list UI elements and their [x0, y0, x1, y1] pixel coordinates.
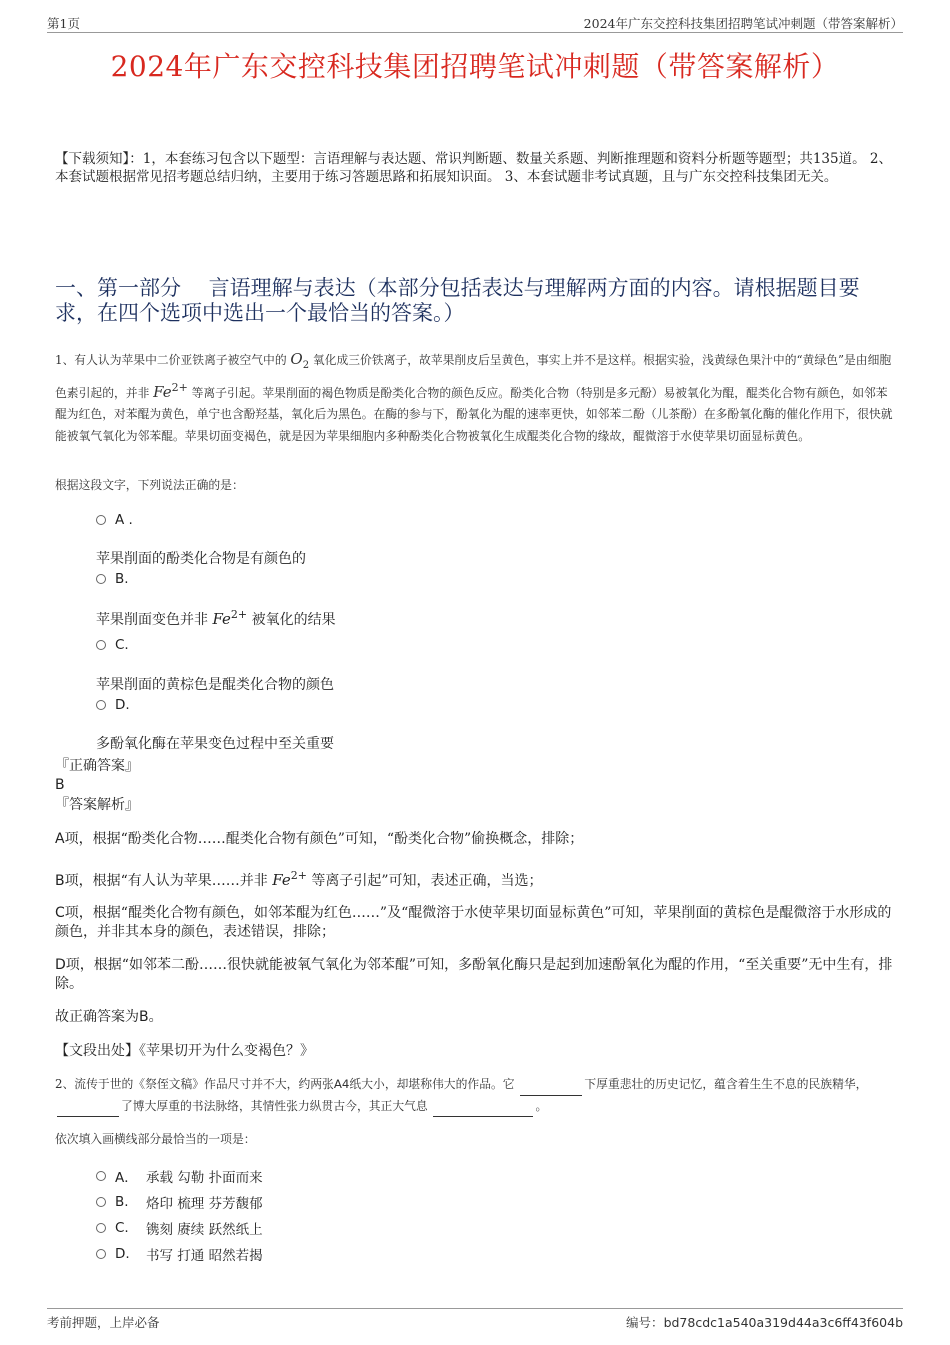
- passage-source: 【文段出处】《苹果切开为什么变褐色？》: [55, 1043, 314, 1059]
- question-1-prompt: 根据这段文字，下列说法正确的是：: [55, 478, 244, 492]
- fe-ion-formula: $Fe^{2+}$: [272, 869, 307, 889]
- option-text: 烙印 梳理 芬芳馥郁: [146, 1196, 263, 1212]
- q1-option-c[interactable]: [96, 637, 129, 653]
- question-2-prompt: 依次填入画横线部分最恰当的一项是：: [55, 1132, 256, 1146]
- page-title: 2024年广东交控科技集团招聘笔试冲刺题（带答案解析）: [110, 50, 840, 83]
- radio-icon[interactable]: [96, 1223, 106, 1233]
- option-label: B.: [115, 1194, 129, 1210]
- footer-slogan: 考前押题，上岸必备: [47, 1315, 160, 1330]
- radio-icon[interactable]: [96, 1249, 106, 1259]
- download-notice: 【下载须知】：1，本套练习包含以下题型：言语理解与表达题、常识判断题、数量关系题、判断推理题和资料分析题等题型；共135道。 2、本套试题根据常见招考题总结归纳，主要用于练习答题思路和拓展知识面。 3、本套试题非考试真题，且与广东交控科技集团无关。: [55, 151, 892, 185]
- fill-blank-2[interactable]: [57, 1103, 119, 1117]
- q1-option-d-text: 多酚氧化酶在苹果变色过程中至关重要: [96, 736, 334, 752]
- fe-ion-formula: $Fe^{2+}$: [212, 608, 248, 628]
- analysis-conclusion: 故正确答案为B。: [55, 1009, 163, 1025]
- option-label: D.: [115, 1246, 130, 1262]
- option-label: C.: [115, 637, 129, 653]
- option-text: 书写 打通 昭然若揭: [146, 1248, 263, 1264]
- passage-part-b: 氧化成三价铁离子，故苹果削皮后呈黄色，事实上并不是这样。根据实验，浅黄绿色果汁中的“黄绿色”是由细胞色素引起的，并非: [55, 353, 892, 400]
- radio-icon[interactable]: [96, 515, 106, 525]
- radio-icon[interactable]: [96, 1171, 106, 1181]
- radio-icon[interactable]: [96, 640, 106, 650]
- analysis-b: B项，根据“有人认为苹果……并非 $Fe^{2+}$ 等离子引起”可知，表述正确，当选；: [55, 869, 543, 889]
- q1-option-a-text: 苹果削面的酚类化合物是有颜色的: [96, 551, 306, 567]
- option-label: C.: [115, 1220, 129, 1236]
- header-rule: [47, 32, 903, 33]
- q2-option-b[interactable]: [96, 1192, 263, 1212]
- option-label: D.: [115, 697, 130, 713]
- q2-option-c[interactable]: [96, 1218, 263, 1238]
- analysis-c: C项，根据“醌类化合物有颜色，如邻苯醌为红色……”及“醌微溶于水使苹果切面显标黄色”可知，苹果削面的黄棕色是醌微溶于水形成的颜色，并非其本身的颜色，表述错误，排除；: [55, 905, 892, 940]
- radio-icon[interactable]: [96, 700, 106, 710]
- section-heading: 一、第一部分 言语理解与表达（本部分包括表达与理解两方面的内容。请根据题目要求，在四个选项中选出一个最恰当的答案。）: [55, 276, 860, 325]
- footer-rule: [47, 1308, 903, 1309]
- option-label: B.: [115, 571, 129, 587]
- o2-formula: $O_2$: [290, 350, 310, 371]
- fe-ion-formula: $Fe^{2+}$: [153, 380, 188, 401]
- correct-answer-label: 『正确答案』: [55, 758, 139, 774]
- option-label: A .: [115, 512, 133, 528]
- analysis-a: A项，根据“酚类化合物……醌类化合物有颜色”可知，“酚类化合物”偷换概念，排除；: [55, 831, 584, 847]
- correct-answer: B: [55, 777, 65, 793]
- option-label: A．: [115, 1170, 138, 1186]
- page-number: 第1页: [47, 16, 80, 31]
- header-doc-title: 2024年广东交控科技集团招聘笔试冲刺题（带答案解析）: [583, 16, 903, 31]
- q1-option-b-text: 苹果削面变色并非 $Fe^{2+}$ 被氧化的结果: [96, 608, 336, 628]
- analysis-d: D项，根据“如邻苯二酚……很快就能被氧气氧化为邻苯醌”可知，多酚氧化酶只是起到加速酚氧化为醌的作用，“至关重要”无中生有，排除。: [55, 957, 893, 992]
- document-id: 编号：bd78cdc1a540a319d44a3c6ff43f604b: [626, 1315, 903, 1330]
- q1-option-d[interactable]: [96, 697, 130, 713]
- q2-option-d[interactable]: [96, 1244, 263, 1264]
- q2-option-a[interactable]: [96, 1166, 263, 1186]
- q1-option-b[interactable]: [96, 571, 129, 587]
- passage-part-c: 等离子引起。苹果削面的褐色物质是酚类化合物的颜色反应。酚类化合物（特别是多元酚）易被氧化为醌，醌类化合物有颜色，如邻苯醌为红色，对苯醌为黄色，单宁也含酚羟基，氧化后为黑色。在酶的参与下，酚氧化为醌的速率更快，如邻苯二酚（儿茶酚）在多酚氧化酶的催化作用下，很快就能被氧气氧化为邻苯醌。苹果切面变褐色，就是因为苹果细胞内多种酚类化合物被氧化生成醌类化合物的缘故，醌微溶于水使苹果切面显标黄色。: [55, 385, 893, 443]
- question-1-passage: [55, 349, 895, 447]
- analysis-label: 『答案解析』: [55, 797, 139, 813]
- radio-icon[interactable]: [96, 574, 106, 584]
- option-text: 承载 勾勒 扑面而来: [146, 1170, 263, 1186]
- question-2-passage: 2、流传于世的《祭侄文稿》作品尺寸并不大，约两张A4纸大小，却堪称伟大的作品。它 下厚重悲壮的历史记忆，蕴含着生生不息的民族精华， 了博大厚重的书法脉络，其情性张力纵贯古今，其正大气息 。: [55, 1074, 895, 1117]
- passage-part-a: 1、有人认为苹果中二价亚铁离子被空气中的: [55, 353, 287, 367]
- radio-icon[interactable]: [96, 1197, 106, 1207]
- q1-option-a[interactable]: [96, 512, 133, 528]
- fill-blank-1[interactable]: [520, 1082, 582, 1096]
- fill-blank-3[interactable]: [433, 1103, 533, 1117]
- option-text: 镌刻 赓续 跃然纸上: [146, 1222, 263, 1238]
- q1-option-c-text: 苹果削面的黄棕色是醌类化合物的颜色: [96, 677, 334, 693]
